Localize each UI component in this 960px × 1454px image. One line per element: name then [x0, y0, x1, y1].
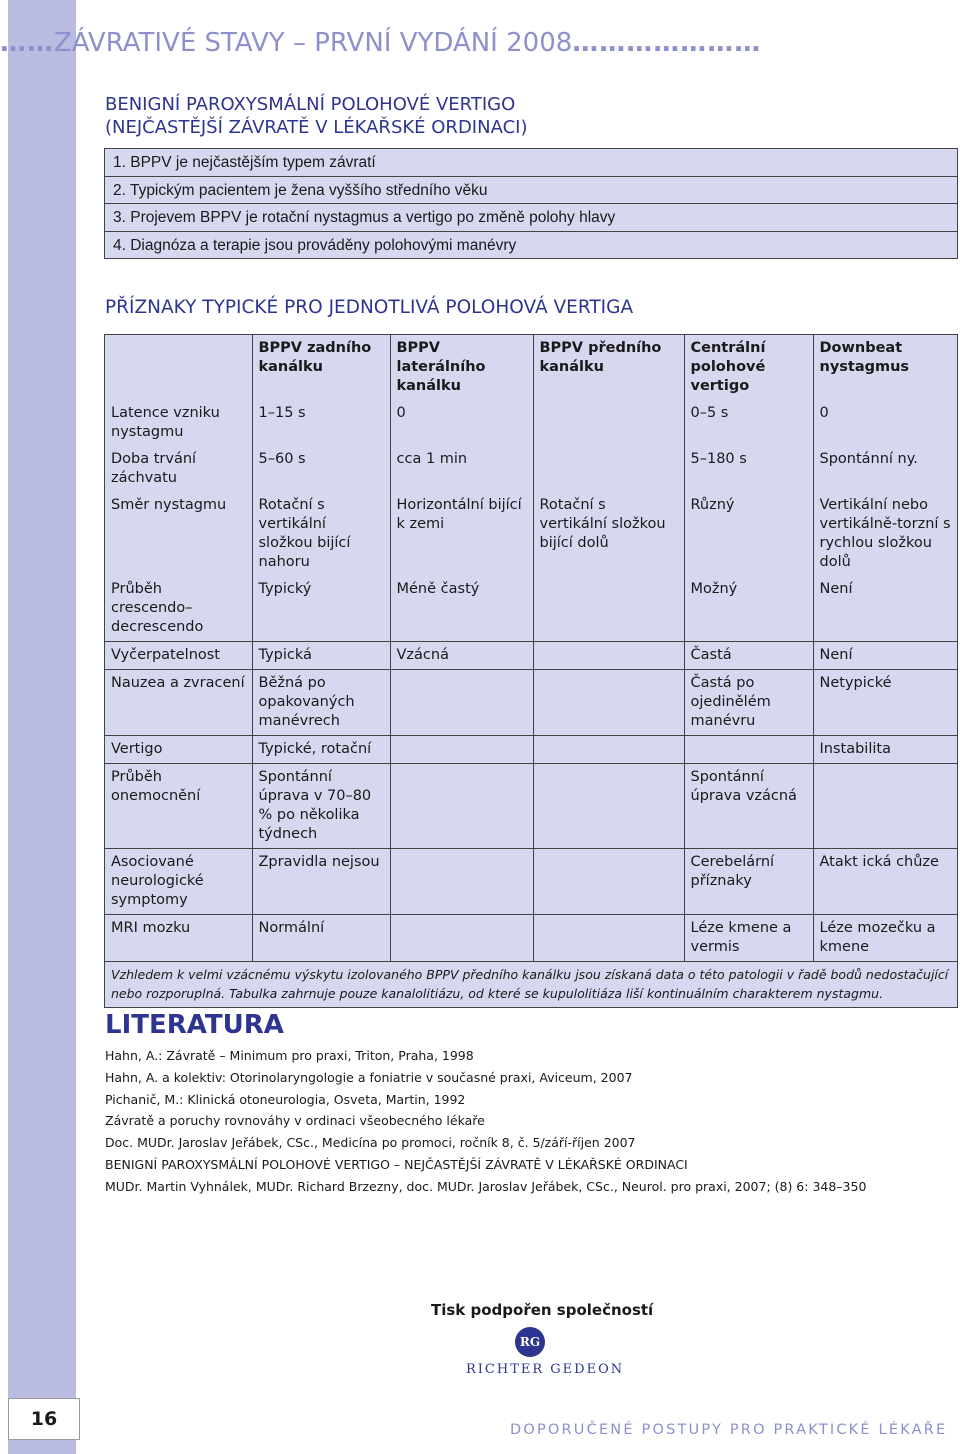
- table-cell: Léze mozečku a kmene: [813, 915, 957, 962]
- table-cell: [533, 849, 684, 915]
- table-cell: [533, 642, 684, 670]
- table-cell: Zpravidla nejsou: [252, 849, 390, 915]
- reference-item: Pichanič, M.: Klinická otoneurologia, Osveta, Martin, 1992: [105, 1091, 466, 1107]
- table-header: BPPV předního kanálku: [533, 335, 684, 400]
- table-header: BPPV zadního kanálku: [252, 335, 390, 400]
- row-label: Průběh crescendo–decrescendo: [111, 581, 204, 635]
- table-cell: [390, 764, 533, 849]
- table-row: [105, 764, 957, 849]
- table-note: Vzhledem k velmi vzácnému výskytu izolovaného BPPV předního kanálku jsou získaná data o této patologii v řadě bodů nedostačující nebo rozporuplná. Tabulka zahrnuje pouze kanalolitiázu, od které se kupulolitiáza liší kontinuálním charakterem nystagmu.: [105, 961, 957, 1007]
- table-cell: Rotační s vertikální složkou bijící dolů: [533, 492, 684, 576]
- section1-heading: [105, 93, 527, 139]
- page-number: 16: [8, 1398, 80, 1440]
- page-header: [0, 28, 960, 68]
- reference-item: Hahn, A. a kolektiv: Otorinolaryngologie a foniatrie v současné praxi, Aviceum, 2007: [105, 1069, 633, 1085]
- sponsor-logo-mark: RG: [515, 1327, 545, 1357]
- table-cell: [390, 849, 533, 915]
- page-footer: DOPORUČENÉ POSTUPY PRO PRAKTICKÉ LÉKAŘE: [510, 1422, 948, 1438]
- table-cell: [533, 576, 684, 642]
- table-cell: 5–60 s: [252, 446, 390, 492]
- table-row: [105, 642, 957, 670]
- table-cell: [533, 915, 684, 962]
- table-cell: Méně častý: [390, 576, 533, 642]
- row-label: Nauzea a zvracení: [105, 670, 252, 736]
- table-cell: Normální: [252, 915, 390, 962]
- table-cell: 5–180 s: [684, 446, 813, 492]
- list-item: 1. BPPV je nejčastějším typem závratí: [105, 149, 957, 177]
- table-row: [105, 400, 957, 446]
- table-row: [105, 576, 957, 642]
- table-cell: Vertikální nebo vertikálně-torzní s rychlou složkou dolů: [813, 492, 957, 576]
- table-cell: cca 1 min: [390, 446, 533, 492]
- table-cell: [533, 400, 684, 446]
- table-cell: Typický: [252, 576, 390, 642]
- section1-title-line1: BENIGNÍ PAROXYSMÁLNÍ POLOHOVÉ VERTIGO: [105, 94, 516, 115]
- table-cell: Spontánní ny.: [813, 446, 957, 492]
- sponsor-logo-text: RICHTER GEDEON: [466, 1362, 625, 1377]
- table-cell: Instabilita: [813, 736, 957, 764]
- table-cell: Typická: [252, 642, 390, 670]
- sponsor-label: Tisk podpořen společností: [431, 1301, 654, 1319]
- row-label: Vyčerpatelnost: [105, 642, 252, 670]
- list-item: 3. Projevem BPPV je rotační nystagmus a vertigo po změně polohy hlavy: [105, 204, 957, 232]
- table-cell: [390, 736, 533, 764]
- row-label: Vertigo: [105, 736, 252, 764]
- table-row: [105, 736, 957, 764]
- table-row: [105, 915, 957, 962]
- table-cell: 0: [813, 400, 957, 446]
- table-row: [105, 849, 957, 915]
- side-bar: [8, 0, 76, 1454]
- reference-item: BENIGNÍ PAROXYSMÁLNÍ POLOHOVÉ VERTIGO – NEJČASTĚJŠÍ ZÁVRATĚ V LÉKAŘSKÉ ORDINACI: [105, 1156, 688, 1172]
- reference-item: MUDr. Martin Vyhnálek, MUDr. Richard Brzezny, doc. MUDr. Jaroslav Jeřábek, CSc., Neurol. pro praxi, 2007; (8) 6: 348–350: [105, 1178, 867, 1194]
- literature-title: LITERATURA: [105, 1010, 284, 1040]
- table-cell: [684, 736, 813, 764]
- section1-title-line2: (NEJČASTĚJŠÍ ZÁVRATĚ V LÉKAŘSKÉ ORDINACI): [105, 117, 528, 138]
- reference-item: Hahn, A.: Závratě – Minimum pro praxi, Triton, Praha, 1998: [105, 1048, 474, 1063]
- table-header: [105, 335, 252, 400]
- table-cell: Častá: [684, 642, 813, 670]
- reference-item: Závratě a poruchy rovnováhy v ordinaci všeobecného lékaře: [105, 1113, 485, 1129]
- table-cell: Častá po ojedinělém manévru: [684, 670, 813, 736]
- table-cell: Běžná po opakovaných manévrech: [252, 670, 390, 736]
- table-cell: Možný: [684, 576, 813, 642]
- table-header: Centrální polohové vertigo: [684, 335, 813, 400]
- table-header: Downbeat nystagmus: [813, 335, 957, 400]
- row-label: Průběh onemocnění: [105, 764, 252, 849]
- table-cell: Cerebelární příznaky: [684, 849, 813, 915]
- table-cell: 0: [390, 400, 533, 446]
- table-cell: Horizontální bijící k zemi: [390, 492, 533, 576]
- header-title: ZÁVRATIVÉ STAVY – PRVNÍ VYDÁNÍ 2008: [54, 28, 573, 58]
- symptoms-table: [105, 335, 957, 961]
- table-cell: [533, 446, 684, 492]
- table-cell: Léze kmene a vermis: [684, 915, 813, 962]
- row-label: Směr nystagmu: [111, 497, 227, 513]
- table-cell: Není: [813, 576, 957, 642]
- table-cell: Spontánní úprava v 70–80 % po několika týdnech: [252, 764, 390, 849]
- list-item: 2. Typickým pacientem je žena vyššího středního věku: [105, 177, 957, 205]
- table-cell: Různý: [684, 492, 813, 576]
- table-row: [105, 492, 957, 576]
- table-cell: Vzácná: [390, 642, 533, 670]
- table-cell: Rotační s vertikální složkou bijící nahoru: [252, 492, 390, 576]
- symptoms-table-wrap: [104, 334, 958, 1008]
- bppv-facts-list: [104, 148, 958, 259]
- list-item: 4. Diagnóza a terapie jsou prováděny polohovými manévry: [105, 232, 957, 259]
- header-trail-dots: …………………: [572, 28, 762, 58]
- table-cell: Typické, rotační: [252, 736, 390, 764]
- table-cell: [390, 915, 533, 962]
- table-row: [105, 670, 957, 736]
- table-cell: 1–15 s: [252, 400, 390, 446]
- table-cell: Není: [813, 642, 957, 670]
- table-cell: Spontánní úprava vzácná: [684, 764, 813, 849]
- table-header: BPPV laterálního kanálku: [390, 335, 533, 400]
- row-label: Asociované neurologické symptomy: [105, 849, 252, 915]
- header-lead-dots: ……: [0, 28, 54, 58]
- reference-item: Doc. MUDr. Jaroslav Jeřábek, CSc., Medicína po promoci, ročník 8, č. 5/září-říjen 2007: [105, 1135, 636, 1151]
- table-cell: [813, 764, 957, 849]
- table-cell: 0–5 s: [684, 400, 813, 446]
- table-cell: [390, 670, 533, 736]
- table-cell: [533, 736, 684, 764]
- row-label: MRI mozku: [105, 915, 252, 962]
- table-header-row: [105, 335, 957, 400]
- table-cell: Atakt ická chůze: [813, 849, 957, 915]
- table-cell: [533, 670, 684, 736]
- row-label: Latence vzniku nystagmu: [111, 405, 220, 440]
- reference-list: [105, 1045, 945, 1198]
- table-cell: Netypické: [813, 670, 957, 736]
- row-label: Doba trvání záchvatu: [111, 451, 197, 486]
- table-cell: [533, 764, 684, 849]
- section2-title: PŘÍZNAKY TYPICKÉ PRO JEDNOTLIVÁ POLOHOVÁ VERTIGA: [105, 297, 634, 318]
- table-row: [105, 446, 957, 492]
